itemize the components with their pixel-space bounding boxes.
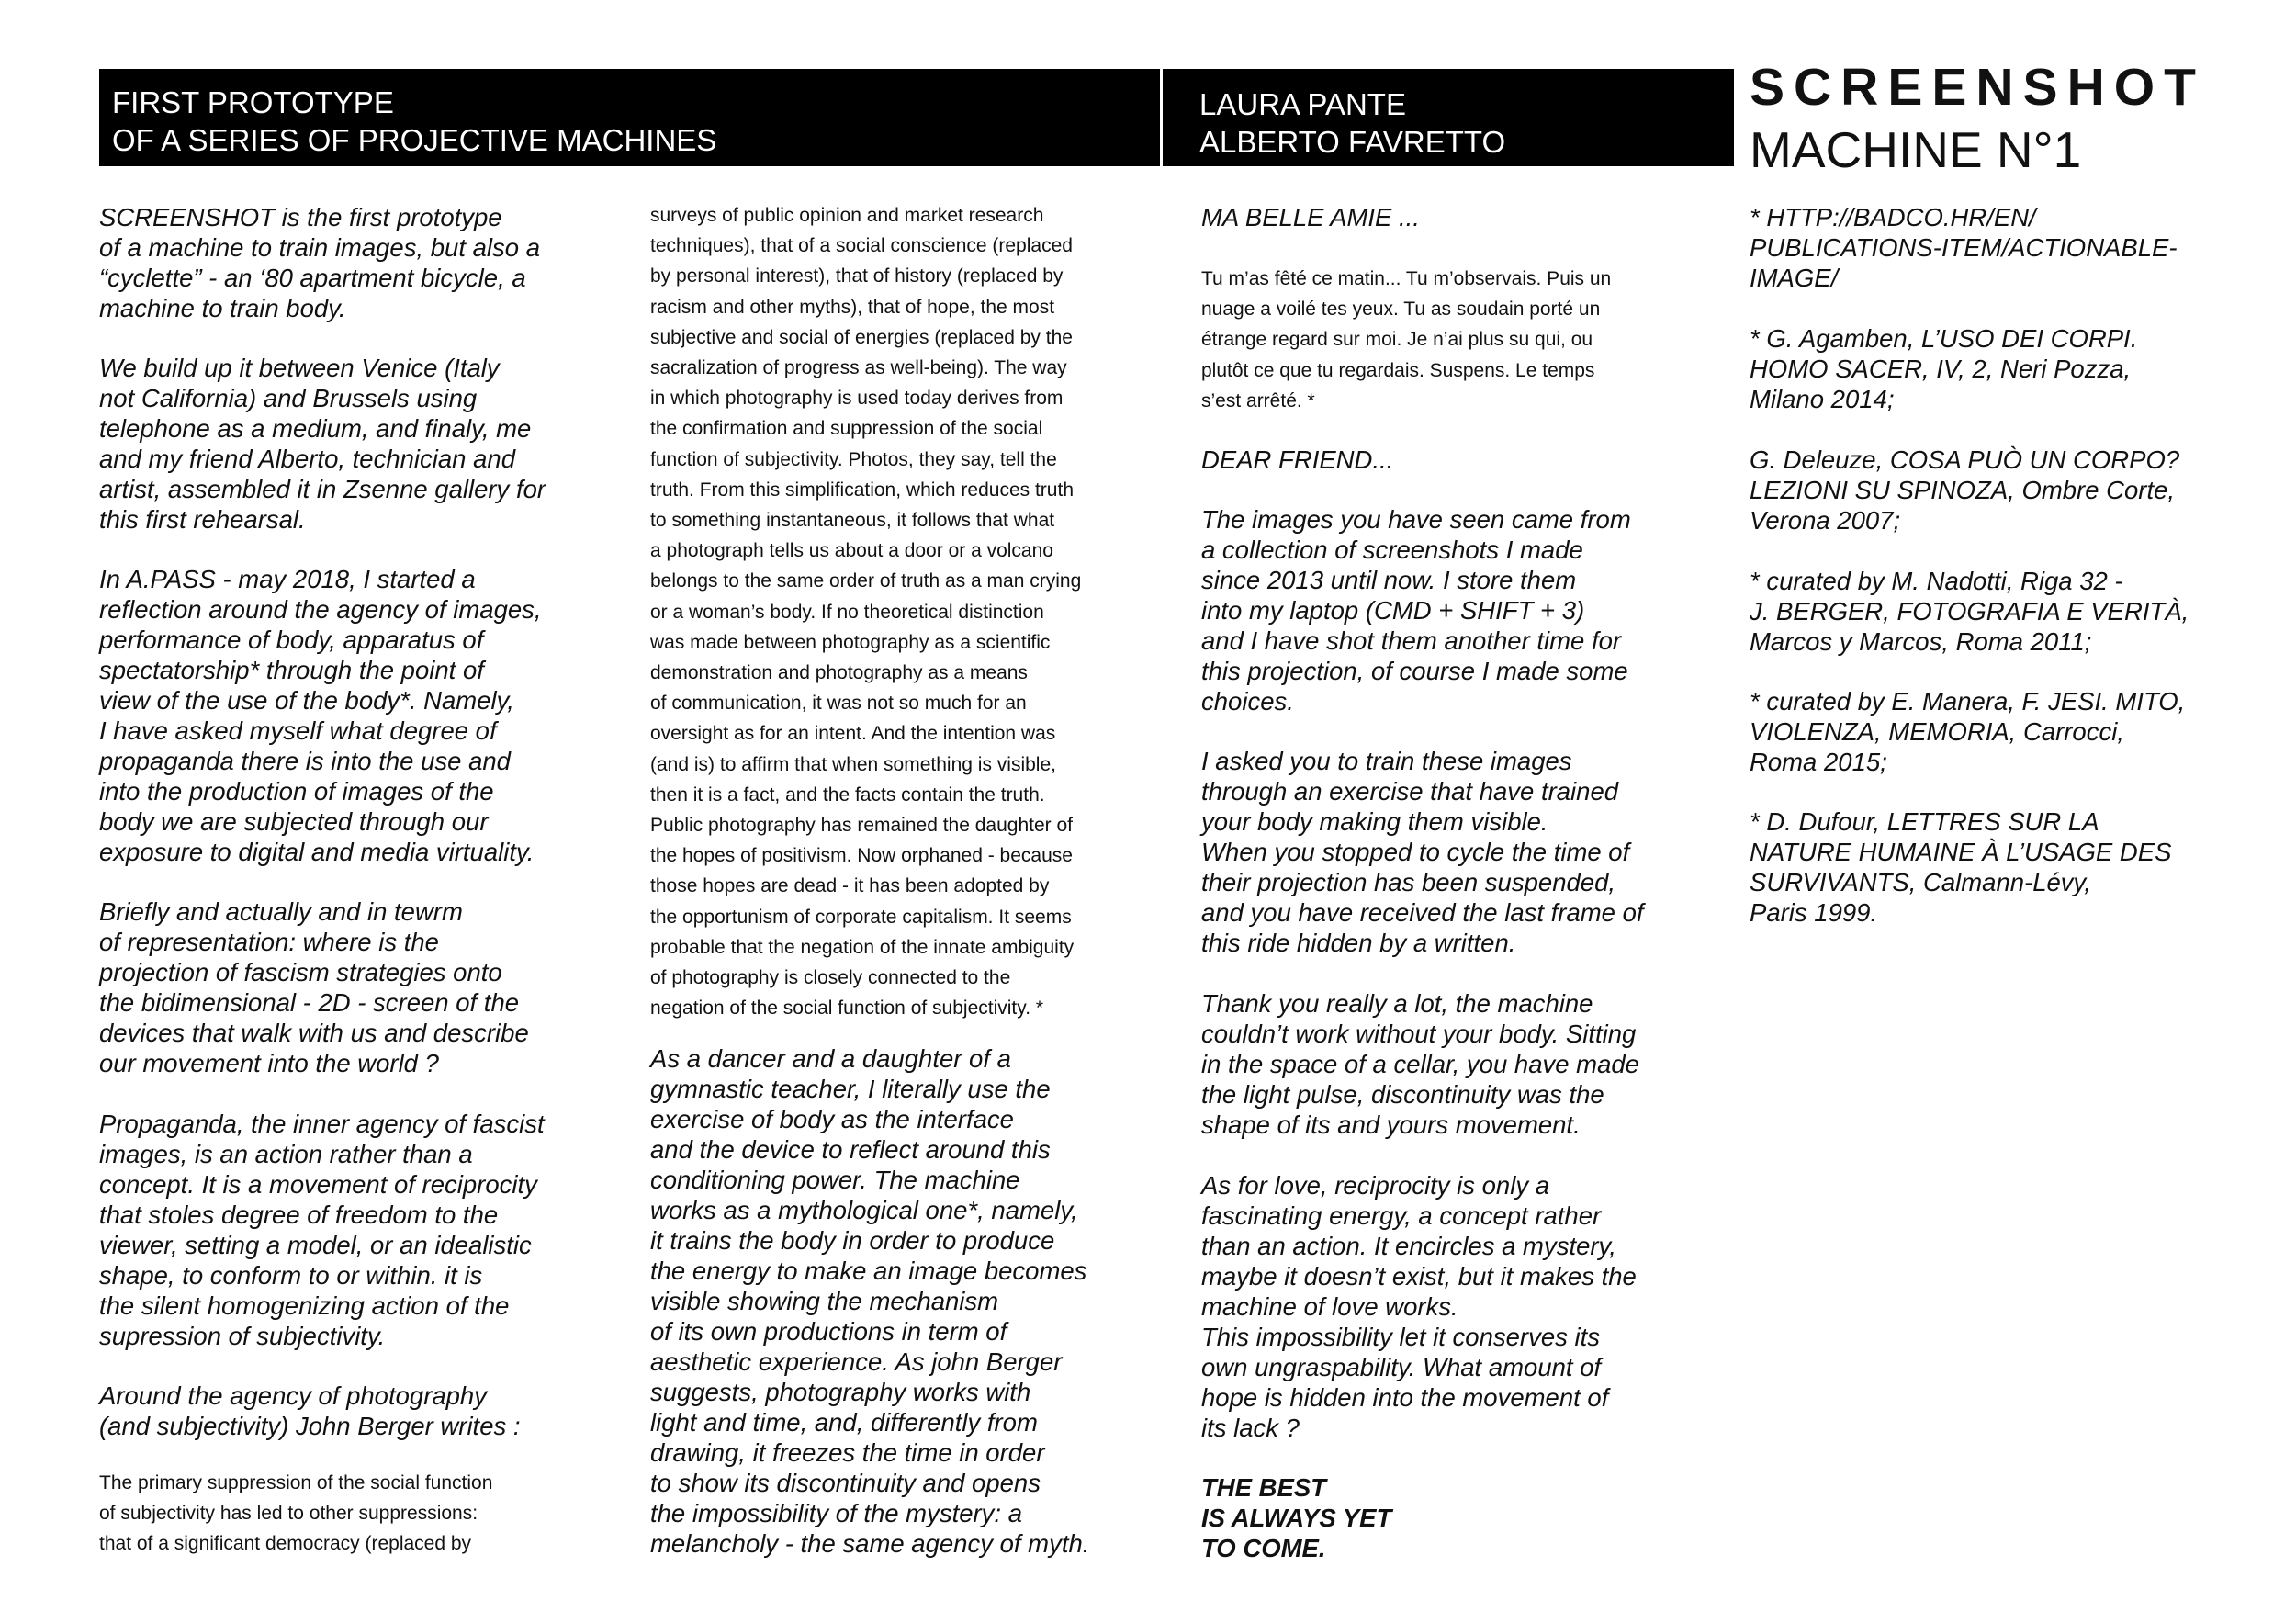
col1-paragraph-5-line: shape, to conform to or within. it is (99, 1261, 483, 1290)
col3-french-text-line: nuage a voilé tes yeux. Tu as soudain porté un (1201, 299, 1601, 321)
col1-paragraph-1-line: “cyclette” - an ‘80 apartment bicycle, a (99, 264, 526, 292)
col2-paragraph-2-line: works as a mythological one*, namely, (650, 1196, 1078, 1224)
col1-paragraph-5-line: concept. It is a movement of reciprocity (99, 1170, 537, 1199)
col2-quote-line: negation of the social function of subjectivity. * (650, 997, 1044, 1020)
col1-paragraph-1 (99, 202, 540, 323)
brand-subtitle: MACHINE N°1 (1750, 121, 2082, 178)
col1-paragraph-3-line: view of the use of the body*. Namely, (99, 686, 514, 715)
col1-paragraph-4-line: of representation: where is the (99, 928, 439, 956)
col3-paragraph-7-line: its lack ? (1201, 1414, 1300, 1442)
col3-paragraph-6-line: couldn’t work without your body. Sitting (1201, 1020, 1637, 1048)
reference-4-line: * curated by M. Nadotti, Riga 32 - (1750, 567, 2123, 595)
col3-paragraph-7-line: maybe it doesn’t exist, but it makes the (1201, 1262, 1637, 1291)
col3-paragraph-4 (1201, 504, 1631, 716)
col3-paragraph-6-line: shape of its and yours movement. (1201, 1110, 1581, 1139)
col2-quote-line: or a woman’s body. If no theoretical distinction (650, 601, 1044, 623)
col1-paragraph-5-line: that stoles degree of freedom to the (99, 1200, 499, 1229)
col3-paragraph-5-line: your body making them visible. (1201, 807, 1548, 836)
col3-french-text-line: plutôt ce que tu regardais. Suspens. Le temps (1201, 359, 1595, 381)
col3-french-text-line: Tu m’as fêté ce matin... Tu m’observais. Puis un (1201, 268, 1612, 289)
col2-paragraph-2-line: to show its discontinuity and opens (650, 1469, 1041, 1497)
col1-paragraph-2-line: artist, assembled it in Zsenne gallery for (99, 475, 546, 503)
col2-quote-line: by personal interest), that of history (replaced by (650, 265, 1064, 287)
col2-quote-line: (and is) to affirm that when something is visible, (650, 753, 1056, 775)
header-left-line-2: OF A SERIES OF PROJECTIVE MACHINES (112, 123, 717, 157)
col3-paragraph-5-line: When you stopped to cycle the time of (1201, 838, 1630, 866)
col1-paragraph-2-line: We build up it between Venice (Italy (99, 354, 500, 382)
reference-3-line: G. Deleuze, COSA PUÒ UN CORPO? (1750, 445, 2180, 474)
col3-paragraph-7 (1201, 1170, 1637, 1443)
col2-paragraph-2-line: aesthetic experience. As john Berger (650, 1347, 1063, 1376)
col1-paragraph-2-line: and my friend Alberto, technician and (99, 445, 515, 473)
col1-paragraph-1-line: machine to train body. (99, 294, 346, 322)
col1-paragraph-3-line: into the production of images of the (99, 777, 494, 806)
reference-1-line: * HTTP://BADCO.HR/EN/ (1750, 203, 2036, 231)
col2-paragraph-2-line: gymnastic teacher, I literally use the (650, 1075, 1051, 1103)
col2-quote-line: Public photography has remained the daughter of (650, 815, 1073, 837)
col3-paragraph-4-line: a collection of screenshots I made (1201, 535, 1583, 564)
col2-quote (650, 200, 1081, 1023)
col3-paragraph-5-line: I asked you to train these images (1201, 747, 1572, 775)
col2-paragraph-2-line: visible showing the mechanism (650, 1287, 999, 1315)
col3-paragraph-5 (1201, 746, 1644, 958)
col1-paragraph-5 (99, 1109, 545, 1351)
col3-french-text-line: étrange regard sur moi. Je n’ai plus su qui, ou (1201, 329, 1593, 351)
reference-5-line: * curated by E. Manera, F. JESI. MITO, (1750, 687, 2186, 716)
col2-quote-line: to something instantaneous, it follows that what (650, 510, 1055, 532)
col2-quote-line: the hopes of positivism. Now orphaned - because (650, 845, 1073, 867)
col1-paragraph-3-line: performance of body, apparatus of (99, 626, 484, 654)
col2-quote-line: was made between photography as a scientific (650, 631, 1051, 653)
col1-paragraph-4-line: the bidimensional - 2D - screen of the (99, 988, 520, 1017)
col3-salutation-fr-line: MA BELLE AMIE ... (1201, 203, 1420, 231)
reference-3 (1750, 445, 2179, 535)
col1-quote (99, 1468, 492, 1560)
col3-closing-line: THE BEST (1201, 1473, 1326, 1502)
col3-paragraph-7-line: machine of love works. (1201, 1292, 1458, 1321)
col1-quote-line: of subjectivity has led to other suppressions: (99, 1503, 478, 1525)
reference-6-line: * D. Dufour, LETTRES SUR LA (1750, 807, 2099, 836)
col1-paragraph-5-line: viewer, setting a model, or an idealistic (99, 1231, 532, 1259)
col1-paragraph-2-line: not California) and Brussels using (99, 384, 478, 412)
col2-paragraph-2-line: As a dancer and a daughter of a (650, 1044, 1011, 1073)
reference-4-line: Marcos y Marcos, Roma 2011; (1750, 627, 2092, 656)
col1-paragraph-1-line: of a machine to train images, but also a (99, 233, 540, 262)
col1-paragraph-2 (99, 353, 546, 535)
col1-paragraph-4-line: our movement into the world ? (99, 1049, 439, 1077)
col3-paragraph-7-line: fascinating energy, a concept rather (1201, 1201, 1602, 1230)
col3-paragraph-5-line: this ride hidden by a written. (1201, 929, 1516, 957)
col2-paragraph-2-line: melancholy - the same agency of myth. (650, 1529, 1090, 1558)
reference-4 (1750, 566, 2189, 657)
reference-6-line: SURVIVANTS, Calmann-Lévy, (1750, 868, 2091, 896)
col1-paragraph-6-line: (and subjectivity) John Berger writes : (99, 1412, 521, 1440)
col3-paragraph-6 (1201, 988, 1639, 1140)
col2-quote-line: truth. From this simplification, which reduces truth (650, 479, 1074, 501)
col3-french-text (1201, 264, 1611, 416)
col3-paragraph-6-line: in the space of a cellar, you have made (1201, 1050, 1639, 1078)
col2-paragraph-2-line: drawing, it freezes the time in order (650, 1438, 1045, 1467)
reference-5-line: VIOLENZA, MEMORIA, Carrocci, (1750, 717, 2124, 746)
reference-5-line: Roma 2015; (1750, 748, 1887, 776)
author-1: LAURA PANTE (1199, 87, 1406, 121)
col1-quote-line: The primary suppression of the social function (99, 1472, 493, 1493)
reference-2 (1750, 323, 2137, 414)
col3-french-text-line: s’est arrêté. * (1201, 389, 1315, 411)
col2-quote-line: function of subjectivity. Photos, they say, tell the (650, 448, 1057, 470)
col2-quote-line: those hopes are dead - it has been adopted by (650, 875, 1050, 897)
col2-quote-line: the opportunism of corporate capitalism. It seems (650, 906, 1072, 928)
col3-paragraph-7-line: than an action. It encircles a mystery, (1201, 1232, 1616, 1260)
col2-quote-line: demonstration and photography as a means (650, 662, 1028, 684)
col3-paragraph-4-line: The images you have seen came from (1201, 505, 1631, 534)
col1-paragraph-3-line: reflection around the agency of images, (99, 595, 542, 624)
col1-quote-line: that of a significant democracy (replaced by (99, 1533, 472, 1555)
col2-quote-line: techniques), that of a social conscience (replaced (650, 235, 1073, 257)
col2-quote-line: subjective and social of energies (replaced by the (650, 326, 1073, 348)
col2-quote-line: of photography is closely connected to the (650, 967, 1011, 989)
col1-paragraph-4 (99, 896, 529, 1078)
reference-4-line: J. BERGER, FOTOGRAFIA E VERITÀ, (1750, 597, 2189, 626)
col3-paragraph-4-line: and I have shot them another time for (1201, 626, 1622, 655)
col1-paragraph-3-line: I have asked myself what degree of (99, 716, 497, 745)
col3-paragraph-5-line: through an exercise that have trained (1201, 777, 1619, 806)
col3-paragraph-4-line: into my laptop (CMD + SHIFT + 3) (1201, 596, 1585, 625)
col1-paragraph-4-line: devices that walk with us and describe (99, 1019, 529, 1047)
col1-paragraph-3-line: exposure to digital and media virtuality. (99, 838, 535, 866)
col3-salutation-en (1201, 445, 1393, 475)
col2-paragraph-2 (650, 1043, 1089, 1559)
col3-paragraph-7-line: This impossibility let it conserves its (1201, 1323, 1601, 1351)
brand-title: SCREENSHOT (1750, 58, 2205, 117)
col2-quote-line: oversight as for an intent. And the intention was (650, 723, 1056, 745)
col2-paragraph-2-line: it trains the body in order to produce (650, 1226, 1055, 1255)
reference-3-line: Verona 2007; (1750, 506, 1901, 535)
col1-paragraph-3-line: propaganda there is into the use and (99, 747, 511, 775)
col2-quote-line: racism and other myths), that of hope, the most (650, 296, 1055, 318)
col3-paragraph-5-line: their projection has been suspended, (1201, 868, 1616, 896)
col2-paragraph-2-line: and the device to reflect around this (650, 1135, 1051, 1164)
col1-paragraph-3-line: spectatorship* through the point of (99, 656, 484, 684)
col1-paragraph-6-line: Around the agency of photography (99, 1381, 487, 1410)
col2-paragraph-2-line: exercise of body as the interface (650, 1105, 1014, 1133)
header-left-line-1: FIRST PROTOTYPE (112, 85, 394, 119)
col2-quote-line: then it is a fact, and the facts contain the truth. (650, 783, 1045, 806)
reference-6 (1750, 806, 2171, 928)
col3-closing-line: IS ALWAYS YET (1201, 1504, 1392, 1532)
reference-2-line: * G. Agamben, L’USO DEI CORPI. (1750, 324, 2138, 353)
col3-paragraph-7-line: As for love, reciprocity is only a (1201, 1171, 1550, 1200)
reference-2-line: Milano 2014; (1750, 385, 1895, 413)
col3-paragraph-7-line: own ungraspability. What amount of (1201, 1353, 1602, 1381)
col3-salutation-en-line: DEAR FRIEND... (1201, 445, 1394, 474)
col3-paragraph-5-line: and you have received the last frame of (1201, 898, 1644, 927)
col1-paragraph-3 (99, 564, 542, 867)
col1-paragraph-5-line: the silent homogenizing action of the (99, 1291, 510, 1320)
col2-paragraph-2-line: light and time, and, differently from (650, 1408, 1038, 1437)
col1-paragraph-5-line: images, is an action rather than a (99, 1140, 473, 1168)
col3-paragraph-7-line: hope is hidden into the movement of (1201, 1383, 1609, 1412)
col1-paragraph-2-line: telephone as a medium, and finaly, me (99, 414, 532, 443)
reference-1 (1750, 202, 2178, 293)
col2-paragraph-2-line: of its own productions in term of (650, 1317, 1007, 1346)
col2-quote-line: surveys of public opinion and market research (650, 205, 1044, 226)
author-2: ALBERTO FAVRETTO (1199, 125, 1506, 159)
col1-paragraph-4-line: Briefly and actually and in tewrm (99, 897, 463, 926)
reference-6-line: Paris 1999. (1750, 898, 1878, 927)
col1-paragraph-3-line: In A.PASS - may 2018, I started a (99, 565, 476, 593)
col3-salutation-fr (1201, 202, 1420, 232)
col2-quote-line: sacralization of progress as well-being). The way (650, 357, 1067, 379)
header-left-bar (99, 69, 1160, 166)
col1-paragraph-5-line: supression of subjectivity. (99, 1322, 386, 1350)
col1-paragraph-4-line: projection of fascism strategies onto (99, 958, 502, 986)
col2-quote-line: in which photography is used today derives from (650, 388, 1064, 410)
col1-paragraph-6 (99, 1381, 521, 1441)
col2-quote-line: of communication, it was not so much for an (650, 693, 1027, 715)
col3-paragraph-6-line: Thank you really a lot, the machine (1201, 989, 1593, 1018)
col1-paragraph-3-line: body we are subjected through our (99, 807, 489, 836)
col2-paragraph-2-line: suggests, photography works with (650, 1378, 1031, 1406)
col1-paragraph-5-line: Propaganda, the inner agency of fascist (99, 1110, 545, 1138)
col1-paragraph-2-line: this first rehearsal. (99, 505, 306, 534)
reference-3-line: LEZIONI SU SPINOZA, Ombre Corte, (1750, 476, 2176, 504)
reference-1-line: PUBLICATIONS-ITEM/ACTIONABLE- (1750, 233, 2178, 262)
col2-quote-line: the confirmation and suppression of the social (650, 418, 1043, 440)
col3-paragraph-6-line: the light pulse, discontinuity was the (1201, 1080, 1604, 1109)
col2-paragraph-2-line: conditioning power. The machine (650, 1166, 1020, 1194)
col2-paragraph-2-line: the impossibility of the mystery: a (650, 1499, 1023, 1527)
col3-paragraph-4-line: since 2013 until now. I store them (1201, 566, 1577, 594)
col1-paragraph-1-line: SCREENSHOT is the first prototype (99, 203, 502, 231)
col3-paragraph-4-line: this projection, of course I made some (1201, 657, 1628, 685)
col2-quote-line: probable that the negation of the innate ambiguity (650, 936, 1075, 958)
reference-5 (1750, 686, 2185, 777)
header-right-bar (1163, 69, 1734, 166)
col2-quote-line: a photograph tells us about a door or a volcano (650, 540, 1053, 562)
reference-1-line: IMAGE/ (1750, 264, 1839, 292)
col3-closing-line: TO COME. (1201, 1534, 1326, 1562)
col2-quote-line: belongs to the same order of truth as a man crying (650, 570, 1082, 592)
col3-paragraph-4-line: choices. (1201, 687, 1294, 716)
col3-closing (1201, 1472, 1391, 1563)
reference-2-line: HOMO SACER, IV, 2, Neri Pozza, (1750, 355, 2132, 383)
col2-paragraph-2-line: the energy to make an image becomes (650, 1257, 1087, 1285)
reference-6-line: NATURE HUMAINE À L’USAGE DES (1750, 838, 2172, 866)
